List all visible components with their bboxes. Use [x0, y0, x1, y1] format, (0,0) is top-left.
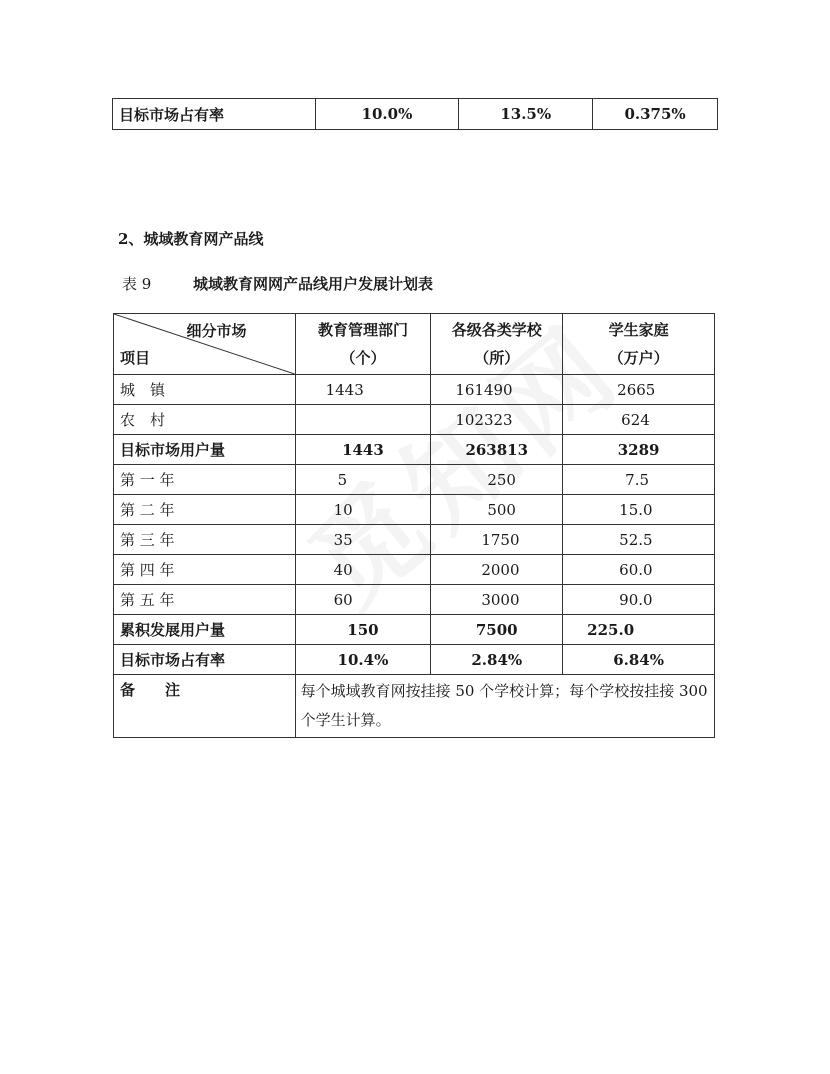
table-row — [114, 645, 715, 675]
table-row — [114, 465, 715, 495]
column-header-name: 各级各类学校 — [451, 321, 542, 339]
row-label: 第 三 年 — [114, 525, 296, 555]
table-cell — [295, 405, 431, 435]
row-label: 累积发展用户量 — [114, 615, 296, 645]
row-label: 第 四 年 — [114, 555, 296, 585]
table-caption-number: 表 9 — [122, 275, 152, 293]
note-row — [114, 675, 715, 738]
table-cell: 60.0 — [563, 555, 715, 585]
table-cell: 102323 — [431, 405, 563, 435]
section-heading: 2、城域教育网产品线 — [118, 230, 264, 248]
user-plan-table — [113, 313, 715, 738]
diag-bottom-label: 项目 — [120, 349, 151, 367]
table-cell: 1443 — [295, 375, 431, 405]
table-cell: 3289 — [563, 435, 715, 465]
table-cell: 13.5% — [459, 99, 593, 130]
top-table — [112, 98, 718, 130]
column-header — [563, 314, 715, 375]
table-caption-title: 城域教育网网产品线用户发展计划表 — [193, 275, 434, 293]
row-label: 目标市场占有率 — [113, 99, 316, 130]
table-cell: 2.84% — [431, 645, 563, 675]
column-header-unit: （万户） — [608, 349, 669, 367]
diagonal-header-cell — [114, 314, 296, 375]
table-cell: 10.4% — [295, 645, 431, 675]
table-cell: 10.0% — [315, 99, 459, 130]
table-row — [114, 555, 715, 585]
table-cell: 500 — [431, 495, 563, 525]
column-header-unit: （个） — [340, 349, 386, 367]
table-cell: 150 — [295, 615, 431, 645]
table-cell: 6.84% — [563, 645, 715, 675]
table-cell: 2000 — [431, 555, 563, 585]
note-label: 备注 — [114, 675, 296, 738]
column-header — [295, 314, 431, 375]
table-cell: 15.0 — [563, 495, 715, 525]
row-label: 城 镇 — [114, 375, 296, 405]
row-label: 目标市场用户量 — [114, 435, 296, 465]
table-cell: 624 — [563, 405, 715, 435]
row-label: 目标市场占有率 — [114, 645, 296, 675]
row-label: 第 二 年 — [114, 495, 296, 525]
table-cell: 250 — [431, 465, 563, 495]
table-cell: 1750 — [431, 525, 563, 555]
table-row — [114, 435, 715, 465]
table-cell: 263813 — [431, 435, 563, 465]
table-cell: 35 — [295, 525, 431, 555]
table-cell: 7500 — [431, 615, 563, 645]
note-text: 每个城域教育网按挂接 50 个学校计算；每个学校按挂接 300 个学生计算。 — [295, 675, 714, 738]
table-cell: 3000 — [431, 585, 563, 615]
table-cell: 2665 — [563, 375, 715, 405]
table-cell: 5 — [295, 465, 431, 495]
row-label: 第 五 年 — [114, 585, 296, 615]
table-cell: 161490 — [431, 375, 563, 405]
table-row — [114, 585, 715, 615]
table-row — [114, 615, 715, 645]
table-row — [113, 99, 718, 130]
column-header-name: 学生家庭 — [608, 321, 669, 339]
table-row — [114, 405, 715, 435]
column-header-unit: （所） — [474, 349, 520, 367]
table-cell: 1443 — [295, 435, 431, 465]
table-cell: 90.0 — [563, 585, 715, 615]
column-header — [431, 314, 563, 375]
table-cell: 225.0 — [563, 615, 715, 645]
table-cell: 52.5 — [563, 525, 715, 555]
diag-top-label: 细分市场 — [186, 322, 247, 340]
row-label: 第 一 年 — [114, 465, 296, 495]
table-row — [114, 495, 715, 525]
row-label: 农 村 — [114, 405, 296, 435]
table-row — [114, 375, 715, 405]
column-header-name: 教育管理部门 — [317, 321, 408, 339]
table-cell: 10 — [295, 495, 431, 525]
table-cell: 7.5 — [563, 465, 715, 495]
table-cell: 60 — [295, 585, 431, 615]
table-cell: 0.375% — [593, 99, 718, 130]
table-header-row — [114, 314, 715, 375]
table-cell: 40 — [295, 555, 431, 585]
table-row — [114, 525, 715, 555]
